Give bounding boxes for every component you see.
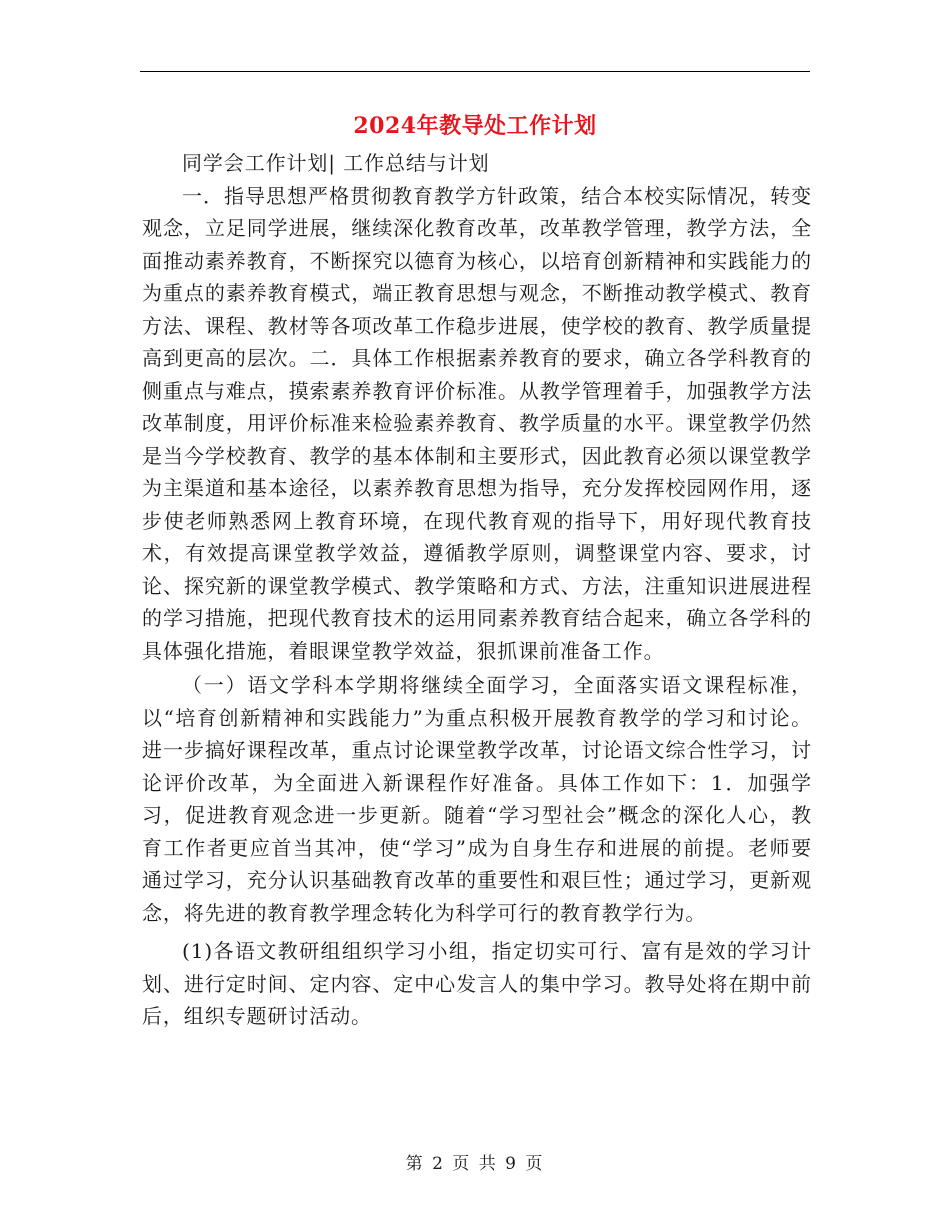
page-number: 第 2 页 共 9 页: [405, 1154, 545, 1174]
paragraph-chinese-subject: （一）语文学科本学期将继续全面学习，全面落实语文课程标准，以“培育创新精神和实践能力”为重点积极开展教育教学的学习和讨论。进一步搞好课程改革，重点讨论课堂教学改革，讨论语文综合性学习，讨论评价改革，为全面进入新课程作好准备。具体工作如下：1．加强学习，促进教育观念进一步更新。随着“学习型社会”概念的深化人心，教育工作者更应首当其冲，使“学习”成为自身生存和进展的前提。老师要通过学习，充分认识基础教育改革的重要性和艰巨性；通过学习，更新观念，将先进的教育教学理念转化为科学可行的教育教学行为。: [142, 673, 812, 925]
document-subtitle: 同学会工作计划| 工作总结与计划: [182, 151, 490, 175]
paragraph-study-groups: (1)各语文教研组组织学习小组，指定切实可行、富有是效的学习计划、进行定时间、定内容、定中心发言人的集中学习。教导处将在期中前后，组织专题研讨活动。: [142, 939, 812, 1028]
paragraph-guiding-principles: 一．指导思想严格贯彻教育教学方针政策，结合本校实际情况，转变观念，立足同学进展，继续深化教育改革，改革教学管理，教学方法，全面推动素养教育，不断探究以德育为核心，以培育创新精神和实践能力的为重点的素养教育模式，端正教育思想与观念，不断推动教学模式、教育方法、课程、教材等各项改革工作稳步进展，使学校的教育、教学质量提高到更高的层次。二．具体工作根据素养教育的要求，确立各学科教育的侧重点与难点，摸索素养教育评价标准。从教学管理着手，加强教学方法改革制度，用评价标准来检验素养教育、教学质量的水平。课堂教学仍然是当今学校教育、教学的基本体制和主要形式，因此教育必须以课堂教学为主渠道和基本途径，以素养教育思想为指导，充分发挥校园网作用，逐步使老师熟悉网上教育环境，在现代教育观的指导下，用好现代教育技术，有效提高课堂教学效益，遵循教学原则，调整课堂内容、要求，讨论、探究新的课堂教学模式、教学策略和方式、方法，注重知识进展进程的学习措施，把现代教育技术的运用同素养教育结合起来，确立各学科的具体强化措施，着眼课堂教学效益，狠抓课前准备工作。: [142, 183, 812, 663]
header-rule: [140, 71, 810, 72]
document-title: 2024年教导处工作计划: [353, 113, 597, 139]
document-body: [142, 147, 812, 1033]
